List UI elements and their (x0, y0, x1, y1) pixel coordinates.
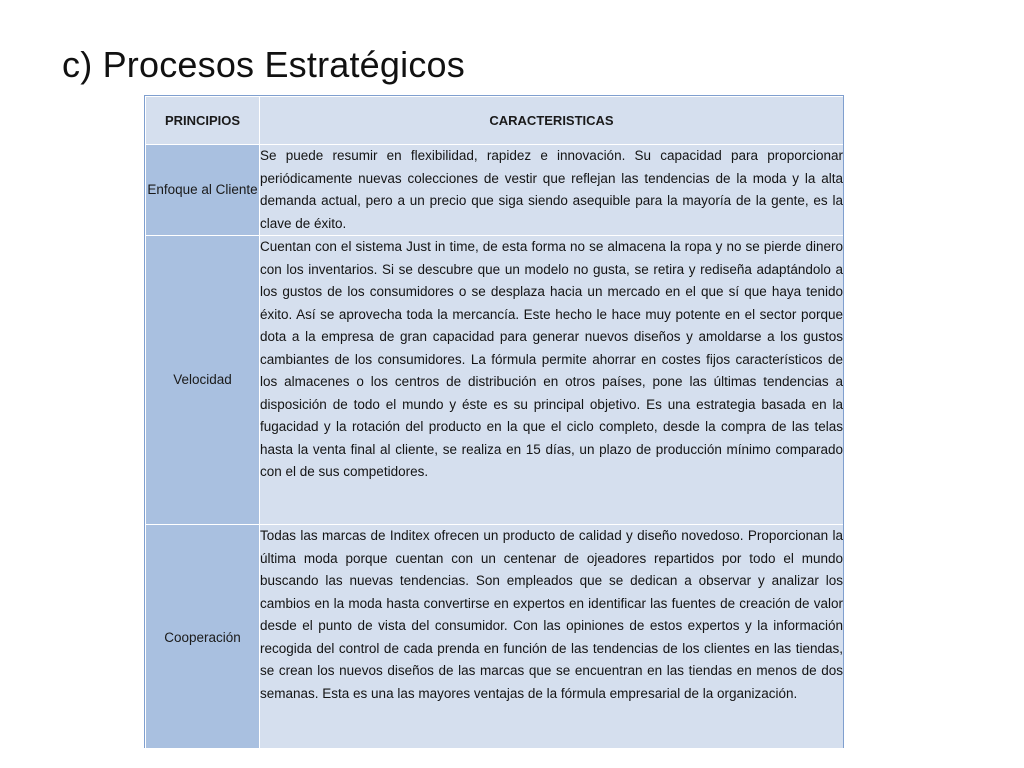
principle-cell-enfoque-al-cliente: Enfoque al Cliente (146, 145, 260, 236)
description-cell-enfoque-al-cliente: Se puede resumir en flexibilidad, rapidez e innovación. Su capacidad para proporcionar periódicamente nuevas colecciones de vestir que reflejan las tendencias de la moda y la alta demanda actual, pero a un precio que siga siendo asequible para la mayoría de la gente, es la clave de éxito. (260, 145, 844, 236)
slide-title: c) Procesos Estratégicos (62, 44, 465, 85)
table-row (146, 525, 844, 749)
principle-cell-velocidad: Velocidad (146, 236, 260, 525)
description-cell-velocidad: Cuentan con el sistema Just in time, de esta forma no se almacena la ropa y no se pierde dinero con los inventarios. Si se descubre que un modelo no gusta, se retira y rediseña adaptándolo a los gustos de los consumidores o se desplaza hacia un mercado en el que sí que haya tenido éxito. Así se aprovecha toda la mercancía. Este hecho le hace muy potente en el sector porque dota a la empresa de gran capacidad para generar nuevos diseños y amoldarse a los gustos cambiantes de los consumidores. La fórmula permite ahorrar en costes fijos característicos de los almacenes o los centros de distribución en otros países, pone las últimas tendencias a disposición de todo el mundo y éste es su principal objetivo. Es una estrategia basada en la fugacidad y la rotación del producto en la que el ciclo completo, desde la compra de las telas hasta la venta final al cliente, se realiza en 15 días, un plazo de producción mínimo comparado con el de sus competidores. (260, 236, 844, 525)
principle-cell-cooperacion: Cooperación (146, 525, 260, 749)
table-row (146, 145, 844, 236)
header-caracteristicas: CARACTERISTICAS (260, 97, 844, 145)
principles-table-container (144, 95, 844, 748)
description-cell-cooperacion: Todas las marcas de Inditex ofrecen un producto de calidad y diseño novedoso. Proporcionan la última moda porque cuentan con un centenar de ojeadores repartidos por todo el mundo buscando las nuevas tendencias. Son empleados que se dedican a observar y analizar los cambios en la moda hasta convertirse en expertos en identificar las fuentes de creación de valor desde el punto de vista del consumidor. Con las opiniones de estos expertos y la información recogida del control de cada prenda en función de las tendencias de los clientes en las tiendas, se crean los nuevos diseños de las marcas que se encuentran en las tiendas en menos de dos semanas. Esta es una las mayores ventajas de la fórmula empresarial de la organización. (260, 525, 844, 749)
table-header-row (146, 97, 844, 145)
header-principios: PRINCIPIOS (146, 97, 260, 145)
table-row (146, 236, 844, 525)
principles-table (145, 96, 844, 748)
